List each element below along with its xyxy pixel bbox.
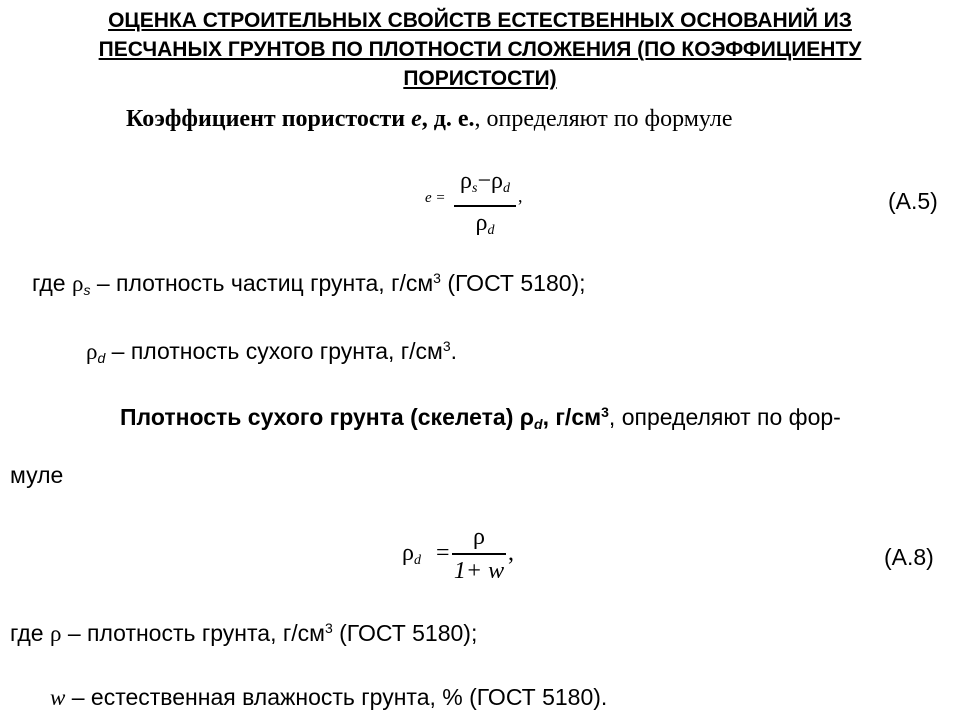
- title-line-1: ОЦЕНКА СТРОИТЕЛЬНЫХ СВОЙСТВ ЕСТЕСТВЕННЫХ ОСНОВАНИЙ ИЗ: [108, 9, 852, 32]
- formula-a8-comma: ,: [508, 540, 514, 566]
- where-w: w – естественная влажность грунта, % (ГОСТ 5180).: [50, 684, 608, 710]
- formula-a5-numerator: $\rho_s-\rho_d$: [460, 168, 510, 196]
- title-line-2: ПЕСЧАНЫХ ГРУНТОВ ПО ПЛОТНОСТИ СЛОЖЕНИЯ (ПО КОЭФФИЦИЕНТУ: [98, 38, 862, 61]
- formula-a5-lhs: e =: [425, 190, 446, 206]
- porosity-var: e: [411, 106, 422, 132]
- formula-a5-comma: ,: [518, 186, 523, 206]
- porosity-term: Коэффициент пористости: [126, 106, 412, 132]
- formula-a8-eq: =: [436, 540, 450, 566]
- where-rho: где ρ – плотность грунта, $г/см^3$ (ГОСТ 5180);: [10, 620, 478, 646]
- formula-a8-lhs: $\rho_d$: [402, 540, 421, 568]
- document-title: [30, 6, 930, 93]
- formula-a5-bar: [454, 205, 516, 207]
- formula-a5-number: (А.5): [888, 188, 938, 214]
- formula-a8-bar: [452, 553, 506, 555]
- formula-a5-fraction: [454, 168, 516, 244]
- porosity-rest: , определяют по формуле: [474, 106, 733, 132]
- formula-a8-numerator: ρ: [473, 524, 485, 550]
- where-rho-s: где $\rho_s$ – плотность частиц грунта, $г/см^3$ (ГОСТ 5180);: [32, 270, 586, 298]
- dry-density-intro: Плотность сухого грунта (скелета) $\rho_d$, $г/см^3$, определяют по фор-: [120, 404, 841, 432]
- formula-a8-denominator: 1+ w: [453, 557, 505, 584]
- title-line-3: ПОРИСТОСТИ): [403, 67, 557, 90]
- porosity-unit: , д. е.: [421, 106, 475, 132]
- formula-a8-fraction: [452, 524, 506, 584]
- dry-density-continuation: муле: [10, 462, 64, 488]
- formula-a5-denominator: $\rho_d$: [475, 209, 495, 238]
- where-rho-d: $\rho_d$ – плотность сухого грунта, $г/см^3$.: [86, 338, 458, 366]
- porosity-intro: [126, 106, 733, 133]
- formula-a8-number: (А.8): [884, 544, 934, 570]
